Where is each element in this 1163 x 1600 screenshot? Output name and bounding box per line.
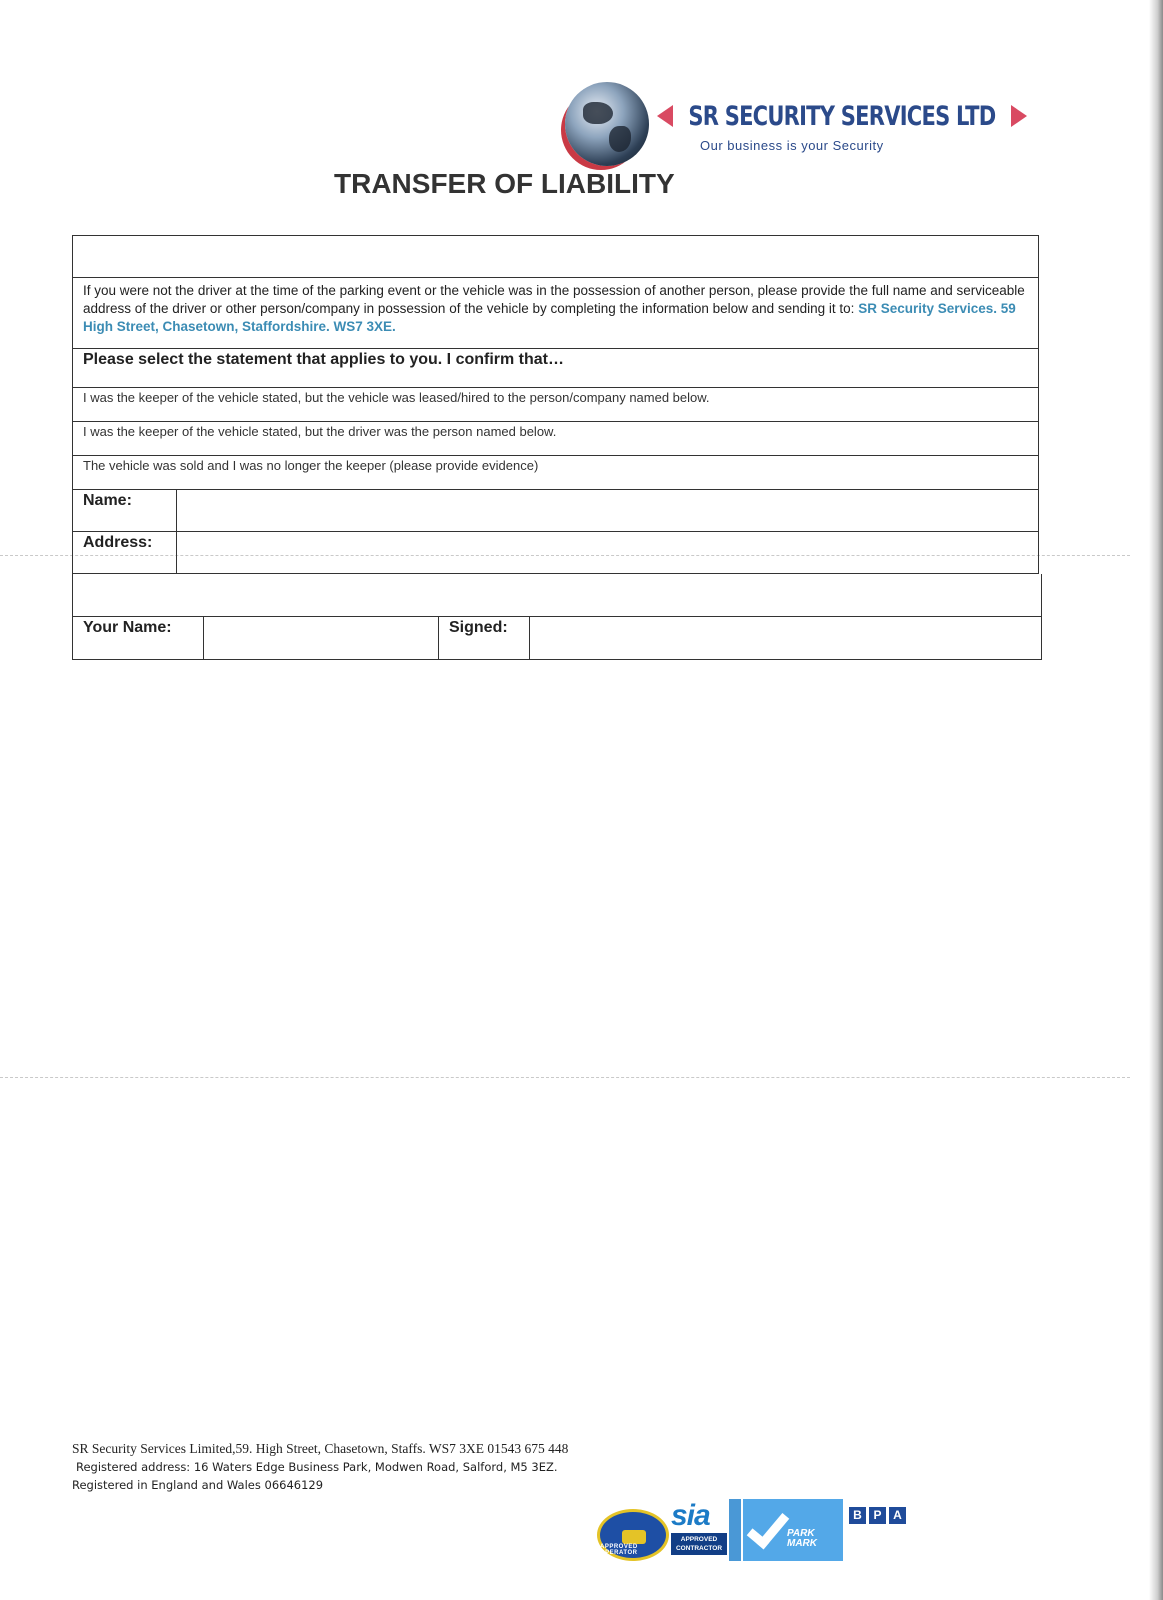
footer-contact-line: SR Security Services Limited,59. High Street, Chasetown, Staffs. WS7 3XE 01543 675 448	[72, 1441, 569, 1456]
transfer-form	[72, 235, 1039, 660]
document-title: TRANSFER OF LIABILITY	[334, 168, 675, 199]
bpa-badge	[849, 1507, 939, 1557]
name-field[interactable]	[177, 490, 1038, 531]
your-name-label: Your Name:	[73, 617, 204, 659]
badge-divider-strip	[729, 1499, 741, 1561]
bpa-letter-b: B	[849, 1507, 866, 1524]
intro-instructions	[72, 278, 1039, 349]
option-leased-hired[interactable]: I was the keeper of the vehicle stated, but the vehicle was leased/hired to the person/company named below.	[72, 388, 1039, 422]
company-logo	[565, 82, 996, 162]
address-row	[72, 532, 1039, 574]
signature-field[interactable]	[530, 617, 1041, 659]
arrow-left-icon	[657, 105, 673, 127]
approved-operator-text: APPROVED OPERATOR	[600, 1544, 638, 1556]
approved-operator-badge	[597, 1509, 669, 1561]
sia-badge	[671, 1499, 727, 1561]
bpa-letter-p: P	[869, 1507, 886, 1524]
sia-logo-text: sia	[671, 1499, 710, 1532]
fold-line-bottom	[0, 1077, 1130, 1078]
address-field[interactable]	[177, 532, 1038, 573]
intro-text: If you were not the driver at the time of the parking event or the vehicle was in the possession of another person, please provide the full name and serviceable address of the driver or other person/company in possession of the vehicle by completing the information below and sending it to:	[83, 283, 1025, 316]
park-mark-text: PARK MARK	[787, 1528, 817, 1549]
name-row	[72, 490, 1039, 532]
signed-label: Signed:	[439, 617, 530, 659]
scan-edge-shadow	[1149, 0, 1163, 1600]
globe-icon	[565, 82, 649, 166]
name-label: Name:	[73, 490, 177, 531]
footer-registered-address: Registered address: 16 Waters Edge Business Park, Modwen Road, Salford, M5 3EZ.	[76, 1460, 558, 1474]
option-vehicle-sold[interactable]: The vehicle was sold and I was no longer the keeper (please provide evidence)	[72, 456, 1039, 490]
arrow-right-icon	[1011, 105, 1027, 127]
bpa-letter-a: A	[889, 1507, 906, 1524]
logo-name-row	[657, 96, 1027, 136]
address-continuation-row[interactable]	[72, 574, 1042, 617]
sia-approved-contractor: APPROVED CONTRACTOR	[671, 1533, 727, 1555]
check-icon	[747, 1505, 790, 1550]
accreditation-badges	[597, 1499, 947, 1561]
select-statement-heading: Please select the statement that applies to you. I confirm that…	[72, 349, 1039, 388]
intro-address: SR Security Services. 59 High Street, Chasetown, Staffordshire. WS7 3XE.	[83, 301, 1016, 334]
option-other-driver[interactable]: I was the keeper of the vehicle stated, but the driver was the person named below.	[72, 422, 1039, 456]
park-mark-badge	[743, 1499, 843, 1561]
address-label: Address:	[73, 532, 177, 573]
footer-company-details	[72, 1440, 692, 1494]
footer-registration-number: Registered in England and Wales 06646129	[72, 1478, 324, 1492]
signature-row	[72, 617, 1042, 660]
form-header-blank-row	[72, 235, 1039, 278]
your-name-field[interactable]	[204, 617, 439, 659]
logo-tagline: Our business is your Security	[700, 138, 884, 153]
logo-company-name: SR SECURITY SERVICES LTD	[688, 100, 996, 132]
